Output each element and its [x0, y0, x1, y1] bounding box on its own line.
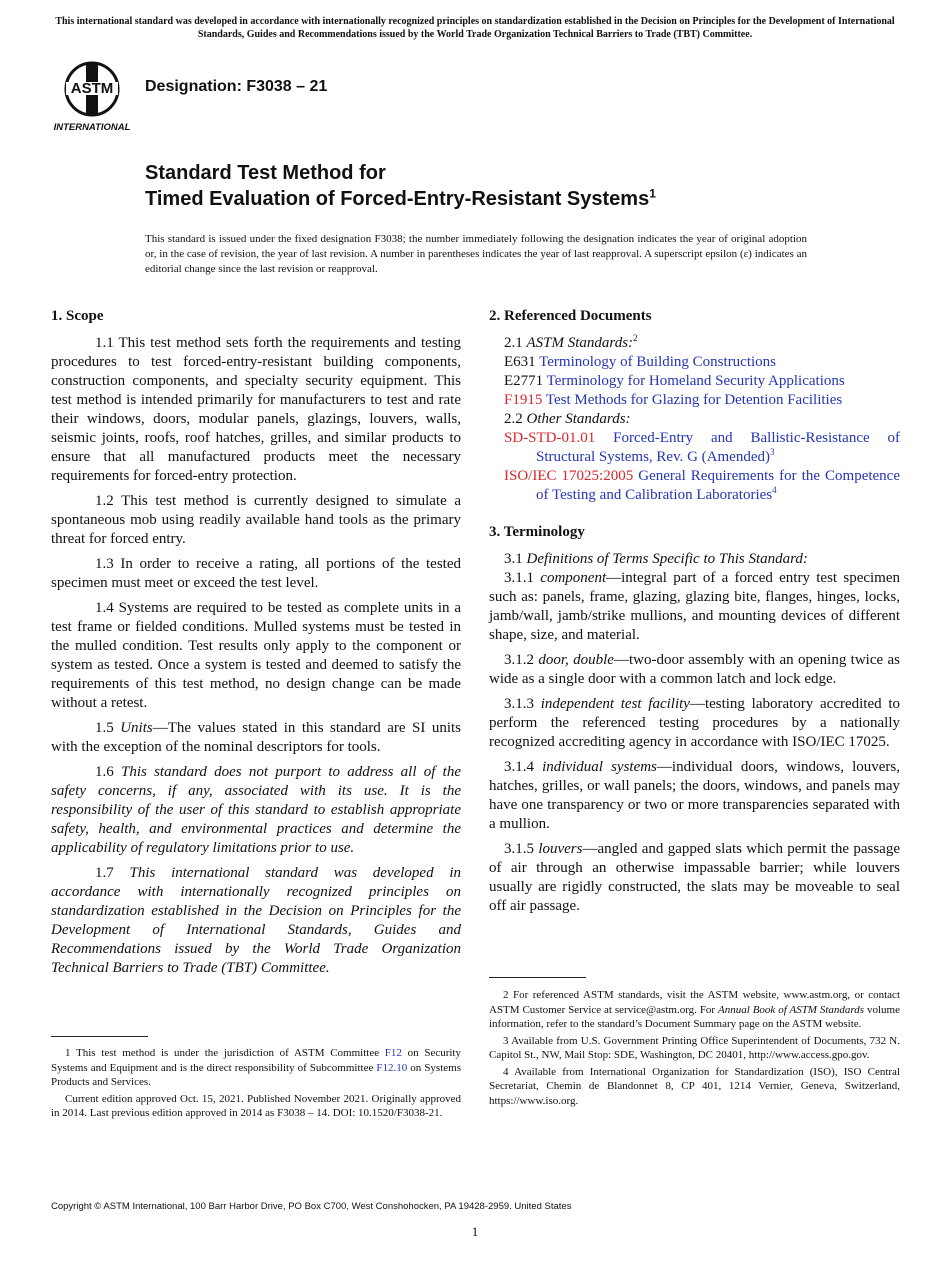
subsection-astm-standards: 2.1 ASTM Standards:$^2$ [504, 333, 638, 351]
title-footnote-mark: 1 [649, 186, 656, 201]
footnote-divider-left [51, 1036, 148, 1037]
section-heading-scope: 1. Scope [51, 308, 104, 324]
title-line-1: Standard Test Method for [145, 162, 386, 184]
title-line-2: Timed Evaluation of Forced-Entry-Resistant Systems [145, 188, 650, 210]
ref-sd-std-01-01[interactable]: SD-STD-01.01 Forced-Entry and Ballistic-Resistance of Structural Systems, Rev. G (Amended)$^3$ [504, 430, 901, 465]
footnote-4: 4 Available from International Organization for Standardization (ISO), ISO Central Secretariat, Chemin de Blandonnet 8, CP 401, 1214 Vernier, Geneva, Switzerland, https://www.iso.org. [489, 1065, 900, 1107]
subsection-definitions: 3.1 Definitions of Terms Specific to This Standard: [504, 551, 808, 567]
para-1-1: 1.1 This test method sets forth the requirements and testing procedures to test forced-entry-resistant building components, construction components, and specialty security equipment. This test method is intended primarily for manufacturers to test and rate their windows, doors, modular panels, glazings, louvers, walls, seismic joints, roofs, roof hatches, grilles, and similar products to ensure that all manufactured products meet the necessary requirements for forced-entry protection. [51, 335, 461, 484]
section-heading-terminology: 3. Terminology [489, 524, 585, 540]
footnote-2: 2 For referenced ASTM standards, visit the ASTM website, www.astm.org, or contact ASTM Customer Service at service@astm.org. For Annual Book of ASTM Standards volume information, refer to the standard’s Document Summary page on the ASTM website. [489, 989, 900, 1030]
footnote-1: 1 This test method is under the jurisdiction of ASTM Committee F12 on Security Systems and Equipment and is the direct responsibility of Subcommittee F12.10 on Systems Products and Services. Current edition approved Oct. 15, 2021. Published November 2021. Originally approved in 2014. Last previous edition approved in 2014 as F3038 – 14. DOI: 10.1520/F3038-21. [51, 1047, 461, 1119]
right-column [489, 307, 900, 922]
term-individual-systems: 3.1.4 individual systems—individual doors, windows, louvers, hatches, grilles, or wall panels; the doors, windows, and panels may have one transparency or two or more transparencies separated with a mullion. [489, 759, 901, 832]
term-louvers: 3.1.5 louvers—angled and gapped slats which permit the passage of air through an otherwise impassable barrier; while louvers usually are rigidly constructed, the slats may be moveable to seal off air passage. [489, 841, 900, 914]
designation: Designation: F3038 – 21 [145, 78, 328, 95]
para-1-2: 1.2 This test method is currently designed to simulate a spontaneous mob using readily available hand tools as the primary threat for forced entry. [51, 493, 461, 547]
subsection-other-standards: 2.2 Other Standards: [504, 411, 631, 427]
footnotes-right [489, 988, 900, 1110]
term-door-double: 3.1.2 door, double—two-door assembly with an opening twice as wide as a single door with a common latch and lock edge. [489, 652, 901, 687]
term-component: 3.1.1 component—integral part of a forced entry test specimen such as: panels, frame, glazing, glazing bite, flanges, hinges, locks, jamb/wall, jamb/strike mullions, and mounting devices of different shape, size, and material. [489, 570, 901, 643]
section-heading-referenced-documents: 2. Referenced Documents [489, 308, 652, 324]
copyright: Copyright © ASTM International, 100 Barr Harbor Drive, PO Box C700, West Conshohocken, PA 19428-2959. United States [51, 1201, 572, 1212]
page-number: 1 [471, 1224, 479, 1239]
para-1-5: 1.5 Units—The values stated in this standard are SI units with the exception of the nominal descriptors for tools. [51, 720, 462, 755]
footnote-1-edition: Current edition approved Oct. 15, 2021. Published November 2021. Originally approved in 2014. Last previous edition approved in 2014 as F3038 – 14. DOI: 10.1520/F3038-21. [51, 1092, 461, 1119]
footnote-divider-right [489, 977, 586, 978]
left-column [51, 307, 461, 984]
para-1-7: 1.7 This international standard was developed in accordance with internationally recognized principles on standardization established in the Decision on Principles for the Development of International Standards, Guides and Recommendations issued by the World Trade Organization Technical Barriers to Trade (TBT) Committee. [51, 865, 461, 976]
logo-text: ASTM [70, 80, 114, 97]
link-f12[interactable]: F12 [384, 1047, 402, 1059]
para-1-4: 1.4 Systems are required to be tested as complete units in a test frame or fielded conditions. Mulled systems must be tested in the mulled condition. Test results only apply to the component or system as tested. Once a system is tested and deemed to satisfy the requirements of this test method, no design change can be made without a retest. [51, 600, 461, 711]
para-1-3: 1.3 In order to receive a rating, all portions of the tested specimen must meet or exceed the test level. [51, 556, 461, 591]
term-independent-test-facility: 3.1.3 independent test facility—testing laboratory accredited to perform the referenced testing procedures by a nationally recognized accrediting agency in accordance with ISO/IEC 17025. [489, 696, 900, 750]
ref-f1915[interactable]: F1915 Test Methods for Glazing for Detention Facilities [504, 392, 843, 408]
page-title [145, 160, 656, 212]
link-f12-10[interactable]: F12.10 [376, 1061, 408, 1074]
logo-international-text: INTERNATIONAL [53, 122, 131, 133]
ref-e2771[interactable]: E2771 Terminology for Homeland Security Applications [504, 373, 845, 389]
footnote-3: 3 Available from U.S. Government Printing Office Superintendent of Documents, 732 N. Capitol St., NW, Mail Stop: SDE, Washington, DC 20401, http://www.access.gpo.gov. [489, 1034, 900, 1061]
ref-iso-iec-17025[interactable]: ISO/IEC 17025:2005 General Requirements for the Competence of Testing and Calibration Laboratories$^4$ [504, 468, 900, 503]
astm-logo [52, 58, 136, 134]
ref-e631[interactable]: E631 Terminology of Building Constructions [504, 354, 777, 370]
para-1-6: 1.6 This standard does not purport to address all of the safety concerns, if any, associated with its use. It is the responsibility of the user of this standard to establish appropriate safety, health, and environmental practices and determine the applicability of regulatory limitations prior to use. [51, 764, 461, 856]
tbt-notice: This international standard was developed in accordance with internationally recognized principles on standardization established in the Decision on Principles for the Development of International Standards, Guides and Recommendations issued by the World Trade Organization Technical Barriers to Trade (TBT) Committee. [55, 16, 895, 40]
intro-note: This standard is issued under the fixed designation F3038; the number immediately following the designation indicates the year of original adoption or, in the case of revision, the year of last revision. A number in parentheses indicates the year of last reapproval. A superscript epsilon (ε) indicates an editorial change since the last revision or reapproval. [145, 233, 807, 275]
